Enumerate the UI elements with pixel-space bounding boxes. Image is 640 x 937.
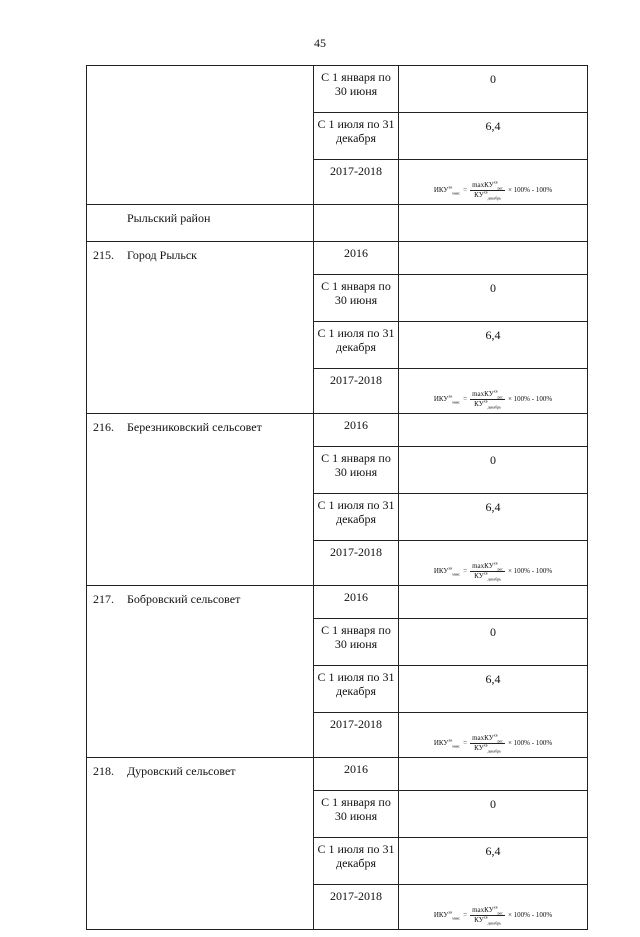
- formula-lhs: $ИКУ^{хв}_{макс}$: [433, 737, 461, 749]
- page-number: 45: [314, 36, 326, 50]
- empty-cell: [399, 758, 588, 791]
- formula-lhs: $ИКУ^{хв}_{макс}$: [433, 565, 461, 577]
- formula-denominator: $КУ^{хв}_{декабрь}$: [474, 914, 501, 925]
- row-number: 216.: [93, 420, 114, 434]
- municipality-name: Город Рыльск: [127, 248, 197, 262]
- period-cell: С 1 июля по 31 декабря: [314, 666, 399, 713]
- period-cell: С 1 января по 30 июня: [314, 66, 399, 113]
- formula-tail: × 100% - 100%: [507, 739, 553, 747]
- formula-fraction: [470, 906, 505, 925]
- municipality-cell: [87, 586, 314, 758]
- period-cell: 2017-2018: [314, 713, 399, 758]
- period-cell: 2017-2018: [314, 160, 399, 205]
- formula-lhs: $ИКУ^{хв}_{макс}$: [433, 393, 461, 405]
- formula: [399, 885, 587, 937]
- empty-cell: [399, 205, 588, 242]
- period-cell: С 1 января по 30 июня: [314, 791, 399, 838]
- formula-equals: =: [463, 395, 468, 403]
- period-cell: С 1 июля по 31 декабря: [314, 494, 399, 541]
- table-row: [87, 66, 588, 113]
- row-number: 217.: [93, 592, 114, 606]
- formula-tail: × 100% - 100%: [507, 911, 553, 919]
- formula-cell: [399, 369, 588, 414]
- district-cell: Рыльский район: [87, 205, 314, 242]
- table-row: [87, 586, 588, 619]
- value-cell: 6,4: [399, 838, 588, 885]
- formula-lhs: $ИКУ^{хв}_{макс}$: [433, 909, 461, 921]
- value-cell: 6,4: [399, 666, 588, 713]
- period-cell: С 1 июля по 31 декабря: [314, 113, 399, 160]
- formula-numerator: maxКУ$^{хв}_{рег}$: [472, 560, 503, 571]
- table-row: [87, 205, 588, 242]
- period-cell: С 1 января по 30 июня: [314, 275, 399, 322]
- period-cell: 2017-2018: [314, 369, 399, 414]
- formula-tail: × 100% - 100%: [507, 186, 553, 194]
- row-number: 218.: [93, 764, 114, 778]
- year-cell: 2016: [314, 242, 399, 275]
- municipality-cell: [87, 242, 314, 414]
- formula-tail: × 100% - 100%: [507, 567, 553, 575]
- formula-numerator: maxКУ$^{хв}_{рег}$: [472, 388, 503, 399]
- value-cell: 0: [399, 66, 588, 113]
- table-row: [87, 758, 588, 791]
- value-cell: 0: [399, 791, 588, 838]
- formula-cell: [399, 713, 588, 758]
- formula-tail: × 100% - 100%: [507, 395, 553, 403]
- municipality-cell: [87, 414, 314, 586]
- formula-numerator: maxКУ$^{хв}_{рег}$: [472, 732, 503, 743]
- row-number: 215.: [93, 248, 114, 262]
- formula-denominator: $КУ^{хв}_{декабрь}$: [474, 189, 501, 200]
- period-cell: 2017-2018: [314, 885, 399, 930]
- value-cell: 6,4: [399, 494, 588, 541]
- value-cell: 0: [399, 619, 588, 666]
- formula-cell: [399, 160, 588, 205]
- formula-denominator: $КУ^{хв}_{декабрь}$: [474, 570, 501, 581]
- empty-cell: [399, 586, 588, 619]
- formula-denominator: $КУ^{хв}_{декабрь}$: [474, 398, 501, 409]
- formula-fraction: [470, 734, 505, 753]
- formula-equals: =: [463, 911, 468, 919]
- formula-lhs: $ИКУ^{хв}_{макс}$: [433, 184, 461, 196]
- formula-fraction: [470, 562, 505, 581]
- year-cell: 2016: [314, 758, 399, 791]
- table-row: [87, 242, 588, 275]
- period-cell: С 1 января по 30 июня: [314, 447, 399, 494]
- name-cell: [87, 66, 314, 205]
- empty-cell: [314, 205, 399, 242]
- formula-fraction: [470, 390, 505, 409]
- value-cell: 6,4: [399, 322, 588, 369]
- value-cell: 0: [399, 447, 588, 494]
- municipality-cell: [87, 758, 314, 930]
- formula-equals: =: [463, 186, 468, 194]
- year-cell: 2016: [314, 586, 399, 619]
- formula-cell: [399, 885, 588, 930]
- formula-numerator: maxКУ$^{хв}_{рег}$: [472, 904, 503, 915]
- formula-cell: [399, 541, 588, 586]
- value-cell: 0: [399, 275, 588, 322]
- period-cell: С 1 января по 30 июня: [314, 619, 399, 666]
- municipality-name: Березниковский сельсовет: [127, 420, 262, 434]
- period-cell: С 1 июля по 31 декабря: [314, 838, 399, 885]
- period-cell: С 1 июля по 31 декабря: [314, 322, 399, 369]
- empty-cell: [399, 242, 588, 275]
- period-cell: 2017-2018: [314, 541, 399, 586]
- empty-cell: [399, 414, 588, 447]
- table-row: [87, 414, 588, 447]
- formula-equals: =: [463, 739, 468, 747]
- value-cell: 6,4: [399, 113, 588, 160]
- formula-fraction: [470, 181, 505, 200]
- formula-numerator: maxКУ$^{хв}_{рег}$: [472, 179, 503, 190]
- municipality-name: Дуровский сельсовет: [127, 764, 236, 778]
- formula-equals: =: [463, 567, 468, 575]
- year-cell: 2016: [314, 414, 399, 447]
- tariff-table: [86, 65, 588, 930]
- formula-denominator: $КУ^{хв}_{декабрь}$: [474, 742, 501, 753]
- municipality-name: Бобровский сельсовет: [127, 592, 241, 606]
